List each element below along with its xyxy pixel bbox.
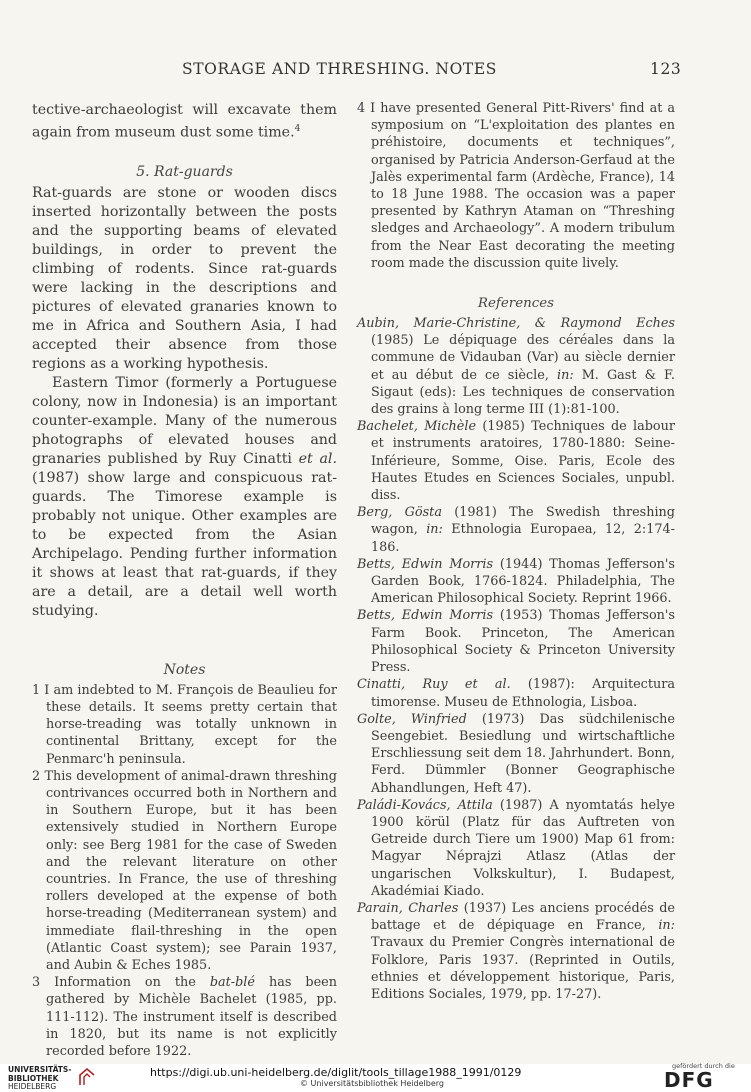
reference-author: Parain, Charles xyxy=(357,900,459,916)
notes-heading: Notes xyxy=(163,661,206,678)
reference-in: in: xyxy=(426,522,443,538)
reference-entry xyxy=(357,556,675,608)
reference-author: Paládi-Kovács, Attila xyxy=(357,797,493,813)
paragraph-text: tective-archaeologist will excavate them again from museum dust some time. xyxy=(32,102,337,141)
reference-author: Betts, Edwin Morris xyxy=(357,556,494,572)
note-2: 2 This development of animal-drawn threshing contrivances occurred both in Northern and in Southern Europe, but it has been extensively studied in Northern Europe only: see Berg 1981 for the case of Sweden and the relevant literature on other countries. In France, the use of threshing rollers developed at the expense of both horse-treading (Mediterranean system) and immediate flail-threshing in the open (Atlantic Coast system); see Parain 1937, and Aubin & Eches 1985. xyxy=(32,768,337,973)
left-column xyxy=(32,101,337,1060)
reference-text: (1987) A nyomtatás helye 1900 körül (Platz für das Auftreten von Getreide durch Tiere um 1900) Map 61 from: Magyar Néprajzi Atlasz (Atlas der ungarischen Volkskultur), I. Budapest, Akadémiai Kiado. xyxy=(371,797,676,899)
reference-list xyxy=(357,315,675,1003)
running-header-title: STORAGE AND THRESHING. NOTES xyxy=(182,60,497,78)
reference-entry xyxy=(357,676,675,710)
paragraph-continuation xyxy=(32,101,337,143)
reference-entry xyxy=(357,797,675,900)
paragraph-rat-guards: Rat-guards are stone or wooden discs inserted horizontally between the posts and the supporting beams of elevated buildings, in order to prevent the climbing of rodents. Since rat-guards were lacking in the descriptions and pictures of elevated granaries known to me in Africa and Southern Asia, I had accepted their absence from those regions as a working hypothesis. xyxy=(32,184,337,372)
paragraph-text: Eastern Timor (formerly a Portuguese colony, now in Indonesia) is an important counter-example. Many of the numerous photographs of elevated houses and granaries published by Ruy Cinatti xyxy=(32,374,337,467)
reference-in: in: xyxy=(658,918,675,934)
et-al: et al. xyxy=(298,450,337,467)
funding-note: gefördert durch die xyxy=(672,1062,735,1070)
reference-text: Ethnologia Europaea, 12, 2:174-186. xyxy=(371,522,675,555)
note-term: bat-blé xyxy=(209,975,255,991)
reference-entry xyxy=(357,418,675,504)
library-logo-text xyxy=(8,1066,71,1092)
note-3 xyxy=(32,974,337,1060)
reference-in: in: xyxy=(556,367,574,383)
note-text: has been gathered by Michèle Bachelet (1985, pp. 111-112). The instrument itself is described in 1820, but its name is not explicitly recorded before 1922. xyxy=(46,975,337,1059)
reference-entry xyxy=(357,504,675,556)
library-line: BIBLIOTHEK xyxy=(8,1073,59,1083)
note-1: 1 I am indebted to M. François de Beaulieu for these details. It seems pretty certain that horse-treading was totally unknown in continental Brittany, except for the Penmarc'h peninsula. xyxy=(32,682,337,767)
reference-author: Bachelet, Michèle xyxy=(357,419,477,435)
reference-text: Travaux du Premier Congrès international de Folklore, Paris 1937. (Reprinted in Outils, ethnies et développement historique, Paris, Editions Sociales, 1979, pp. 17-27). xyxy=(371,935,675,1002)
reference-text: (1944) Thomas Jefferson's Garden Book, 1766-1824. Philadelphia, The American Philosophical Society. Reprint 1966. xyxy=(371,556,675,607)
reference-text: (1987): Arquitectura timorense. Museu de Ethnologia, Lisboa. xyxy=(371,677,675,710)
reference-author: Betts, Edwin Morris xyxy=(357,608,494,624)
reference-text: (1973) Das südchilenische Seengebiet. Besiedlung und wirtschaftliche Erschliessung seit dem 18. Jahrhundert. Bonn, Ferd. Dümmler (Bonner Geographische Abhandlungen, Heft 47). xyxy=(371,711,675,796)
reference-author: Aubin, Marie-Christine, & Raymond Eches xyxy=(357,316,675,332)
paragraph-timor xyxy=(32,374,337,621)
reference-author: Berg, Gösta xyxy=(357,505,442,521)
library-line: UNIVERSITÄTS- xyxy=(8,1065,72,1074)
permalink-url[interactable]: https://digi.ub.uni-heidelberg.de/diglit/tools_tillage1988_1991/0129 xyxy=(150,1066,522,1079)
reference-entry xyxy=(357,900,675,1003)
reference-text: (1953) Thomas Jefferson's Farm Book. Princeton, The American Philosophical Society & Princeton University Press. xyxy=(371,608,675,676)
library-emblem-icon xyxy=(78,1067,96,1087)
reference-entry xyxy=(357,315,675,418)
note-text: 3 Information on the xyxy=(32,975,210,991)
references-heading: References xyxy=(477,296,555,312)
footnote-ref: 4 xyxy=(294,124,301,134)
copyright-notice: © Universitätsbibliothek Heidelberg xyxy=(300,1079,445,1088)
reference-text: M. Gast & F. Sigaut (eds): Les techniques de conservation des grains à long terme III (1):81-100. xyxy=(371,367,675,418)
section-heading: 5. Rat-guards xyxy=(136,163,233,180)
reference-text: (1985) Le dépiquage des céréales dans la commune de Vidauban (Var) au siècle dernier et au début de ce siècle, xyxy=(371,333,675,383)
reference-author: Golte, Winfried xyxy=(357,711,467,727)
reference-text: (1981) The Swedish threshing wagon, xyxy=(371,505,675,538)
reference-entry xyxy=(357,711,675,797)
reference-text: (1985) Techniques de labour et instruments aratoires, 1780-1880: Seine-Inférieure, Somme, Oise. Paris, Ecole des Hautes Etudes en Sciences Sociales, unpubl. diss. xyxy=(371,419,675,504)
paragraph-text: (1987) show large and conspicuous rat-guards. The Timorese example is probably not unique. Other examples are to be expected from the Asian Archipelago. Pending further information it shows at least that rat-guards, if they are a detail, are a detail well worth studying. xyxy=(32,469,337,619)
library-line: HEIDELBERG xyxy=(8,1082,57,1091)
page-number: 123 xyxy=(650,60,682,78)
note-4: 4 I have presented General Pitt-Rivers' find at a symposium on “L'exploitation des plantes en préhistoire, documents et techniques”, organised by Patricia Anderson-Gerfaud at the Jalès experimental farm (Ardèche, France), 14 to 18 June 1988. The occasion was a paper presented by Kathryn Ataman on “Threshing sledges and Archaeology”. A modern tribulum from the Near East decorating the meeting room made the discussion quite lively. xyxy=(357,101,675,271)
reference-entry xyxy=(357,607,675,676)
reference-author: Cinatti, Ruy et al. xyxy=(357,677,511,693)
reference-text: (1937) Les anciens procédés de battage et de dépiquage en France, xyxy=(371,900,675,934)
dfg-logo: DFG xyxy=(664,1068,714,1092)
right-column xyxy=(357,100,675,1003)
